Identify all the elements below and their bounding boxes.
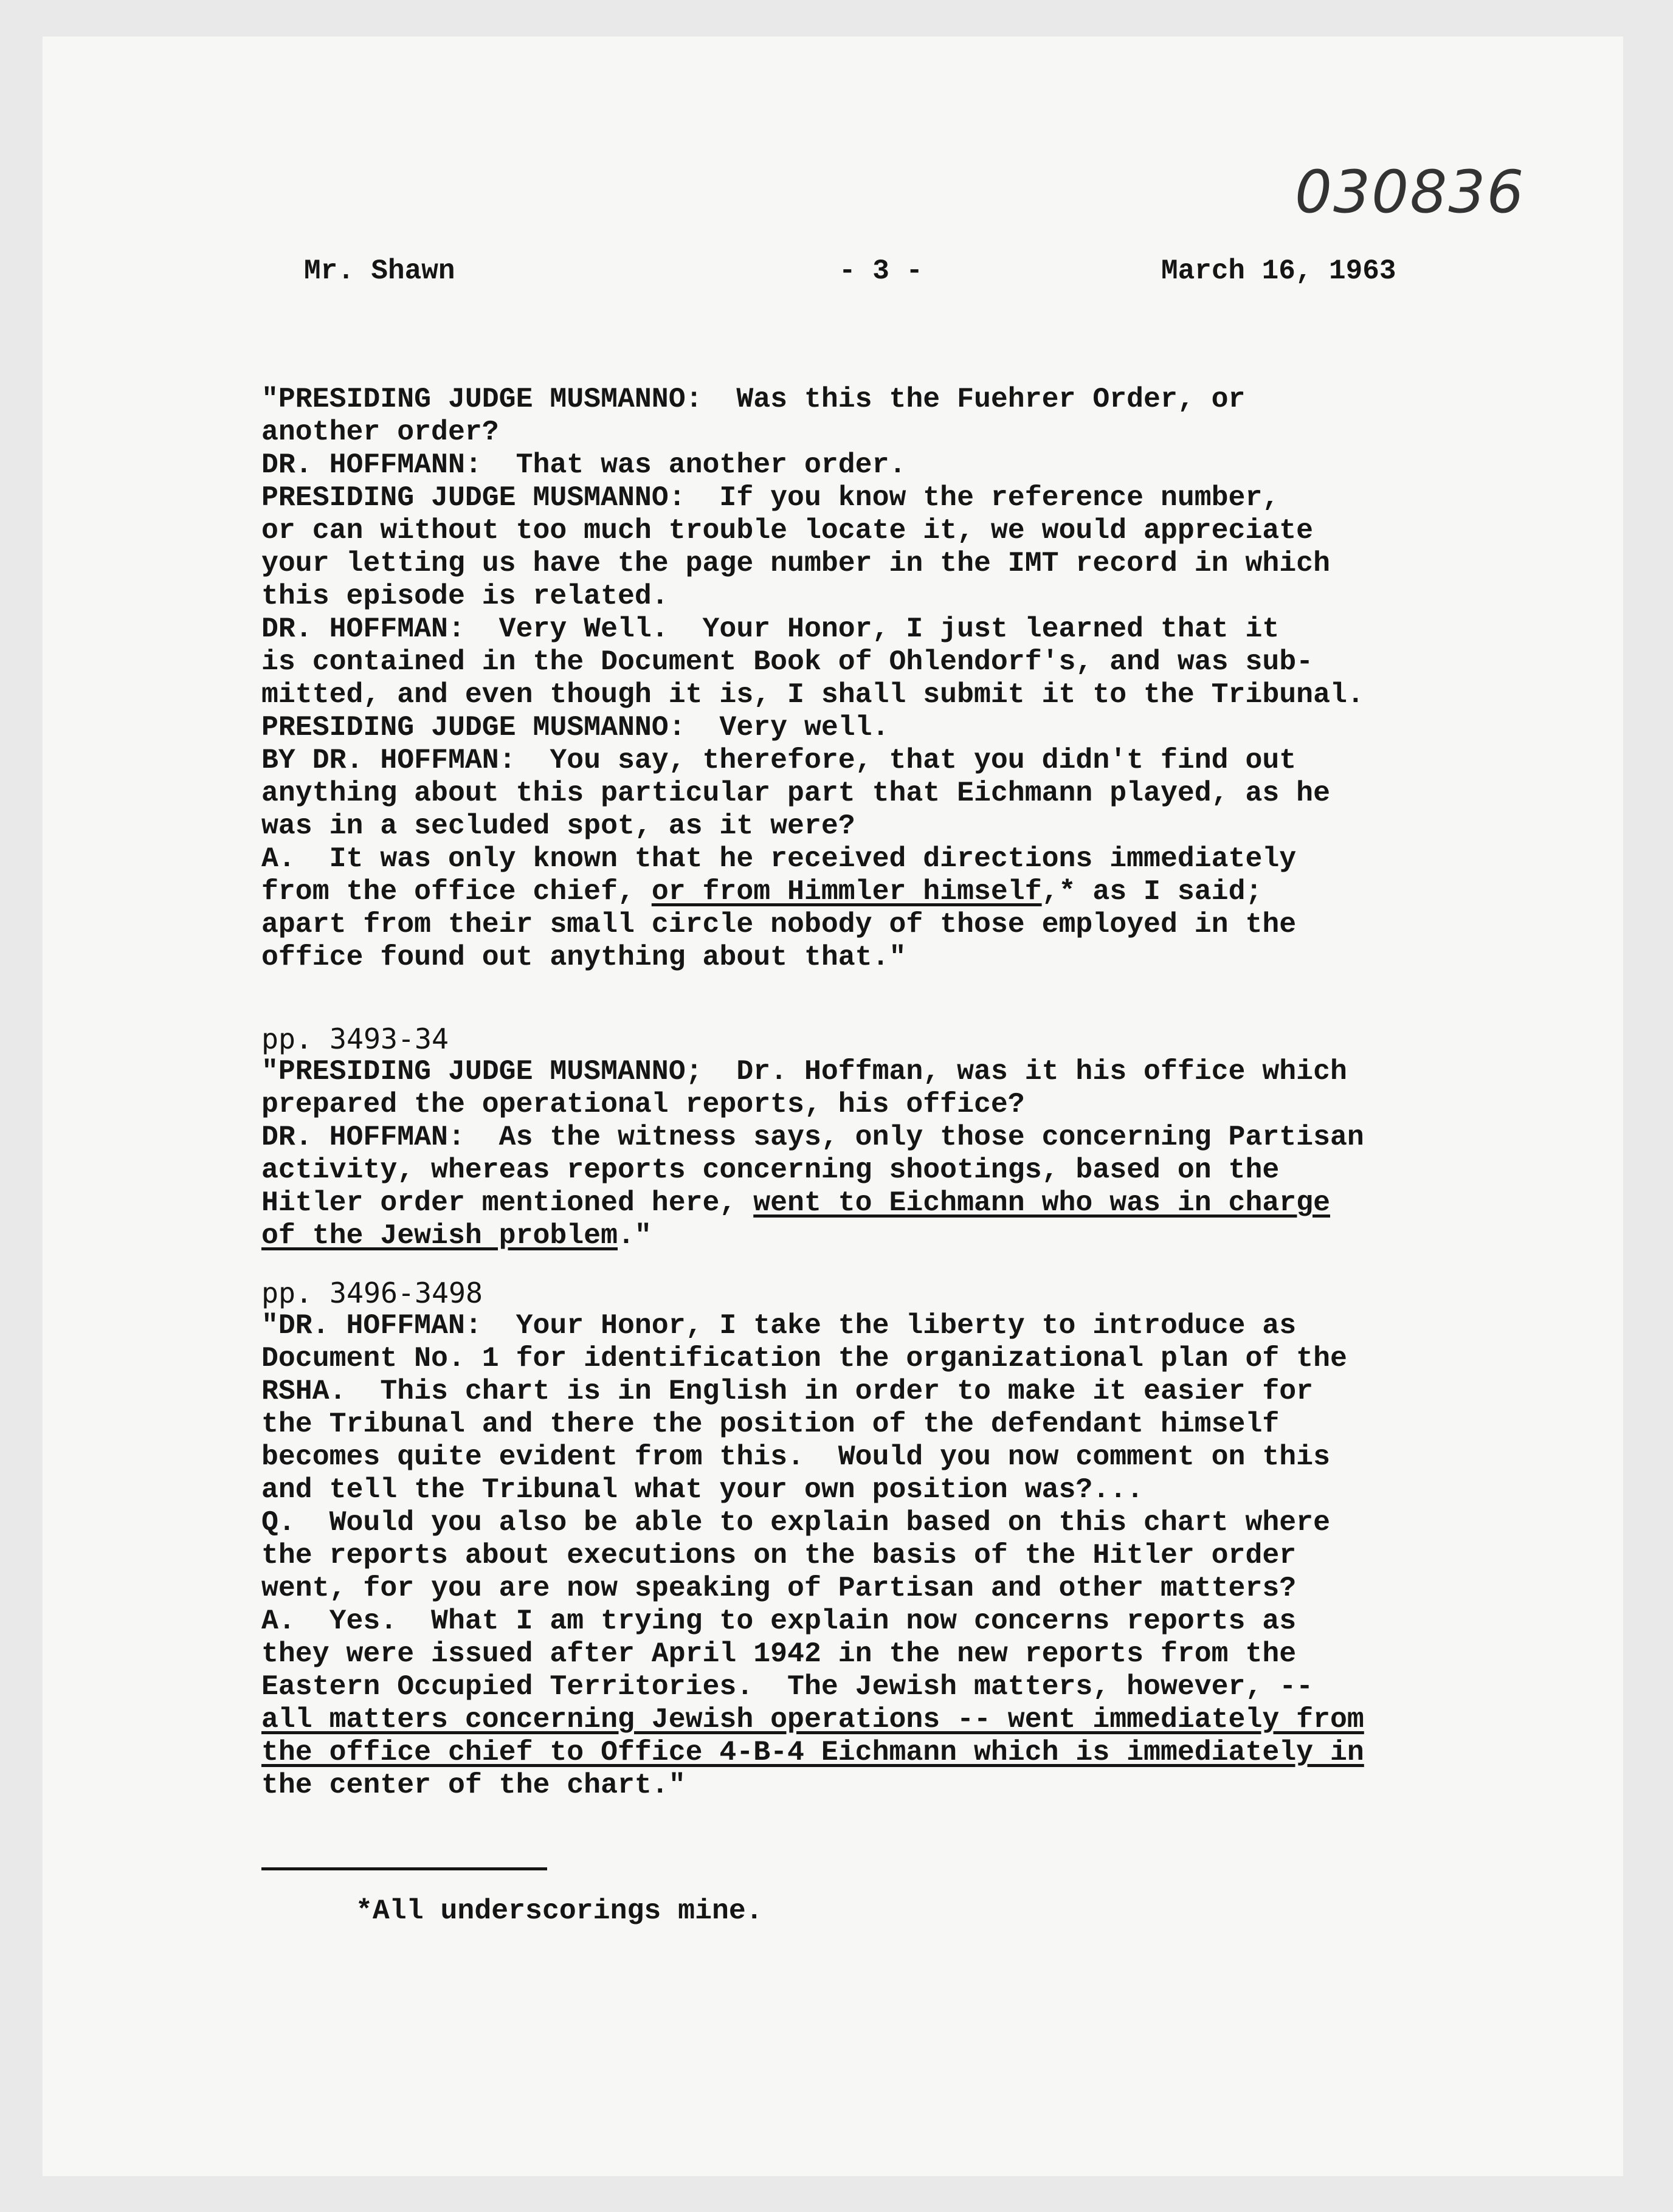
text-line — [261, 1219, 1538, 1252]
text-line: they were issued after April 1942 in the new reports from the — [261, 1638, 1297, 1670]
text-line: BY DR. HOFFMAN: You say, therefore, that you didn't find out — [261, 744, 1297, 776]
text-line: this episode is related. — [261, 580, 669, 612]
text-line: "PRESIDING JUDGE MUSMANNO; Dr. Hoffman, was it his office which — [261, 1055, 1347, 1087]
text-line: is contained in the Document Book of Ohlendorf's, and was sub- — [261, 646, 1314, 678]
letter-date: March 16, 1963 — [1161, 255, 1396, 287]
recipient: Mr. Shawn — [304, 255, 455, 287]
text-line: RSHA. This chart is in English in order to make it easier for — [261, 1375, 1314, 1407]
text-line: mitted, and even though it is, I shall submit it to the Tribunal. — [261, 678, 1364, 711]
quote-block-1 — [261, 383, 1538, 974]
letter-body — [261, 383, 1538, 1928]
text-line: went, for you are now speaking of Partisan and other matters? — [261, 1572, 1297, 1604]
text-line: another order? — [261, 416, 499, 448]
text-line: your letting us have the page number in the IMT record in which — [261, 547, 1330, 579]
text-line: PRESIDING JUDGE MUSMANNO: If you know the reference number, — [261, 481, 1280, 514]
text-line: prepared the operational reports, his office? — [261, 1088, 1025, 1120]
text-line: or can without too much trouble locate it, we would appreciate — [261, 514, 1314, 546]
page-number: - 3 - — [839, 255, 923, 287]
text-line: was in a secluded spot, as it were? — [261, 810, 855, 842]
underlined-text: of the Jewish problem — [261, 1219, 618, 1252]
text-line: DR. HOFFMAN: Very Well. Your Honor, I just learned that it — [261, 613, 1280, 645]
text-line: apart from their small circle nobody of those employed in the — [261, 908, 1297, 940]
text-line: "DR. HOFFMAN: Your Honor, I take the liberty to introduce as — [261, 1309, 1297, 1342]
text-line: DR. HOFFMAN: As the witness says, only those concerning Partisan — [261, 1121, 1364, 1153]
text-line — [261, 875, 1538, 908]
quote-block-3 — [261, 1277, 1538, 1802]
underlined-text: or from Himmler himself — [651, 875, 1042, 908]
underlined-text: went to Eichmann who was in charge — [753, 1187, 1330, 1219]
text-line: A. It was only known that he received directions immediately — [261, 842, 1297, 875]
text-line — [261, 1187, 1538, 1219]
text-segment: Hitler order mentioned here, — [261, 1187, 754, 1219]
manuscript-number: 030836 — [1295, 158, 1525, 226]
page-reference: pp. 3496-3498 — [261, 1277, 483, 1309]
page-reference: pp. 3493-34 — [261, 1022, 449, 1055]
text-line: the center of the chart." — [261, 1769, 686, 1801]
text-segment: from the office chief, — [261, 875, 652, 908]
text-line: A. Yes. What I am trying to explain now concerns reports as — [261, 1605, 1297, 1637]
text-line: becomes quite evident from this. Would you now comment on this — [261, 1441, 1330, 1473]
footnote-rule — [261, 1867, 547, 1870]
underlined-text: the office chief to Office 4-B-4 Eichmann which is immediately in — [261, 1736, 1364, 1768]
text-line: the Tribunal and there the position of the defendant himself — [261, 1408, 1280, 1440]
text-line: Document No. 1 for identification the organizational plan of the — [261, 1342, 1347, 1374]
footnote: *All underscorings mine. — [356, 1895, 763, 1927]
text-line: and tell the Tribunal what your own position was?... — [261, 1473, 1144, 1506]
text-line: PRESIDING JUDGE MUSMANNO: Very well. — [261, 711, 889, 743]
text-line: DR. HOFFMANN: That was another order. — [261, 449, 906, 481]
text-line: activity, whereas reports concerning shootings, based on the — [261, 1154, 1280, 1186]
text-line: the reports about executions on the basis of the Hitler order — [261, 1539, 1297, 1571]
text-line: Q. Would you also be able to explain based on this chart where — [261, 1506, 1330, 1538]
text-line: Eastern Occupied Territories. The Jewish matters, however, -- — [261, 1670, 1314, 1703]
text-segment: ,* as I said; — [1041, 875, 1263, 908]
quote-block-2 — [261, 1022, 1538, 1252]
text-line: anything about this particular part that Eichmann played, as he — [261, 777, 1330, 809]
text-segment: ." — [618, 1219, 652, 1252]
underlined-text: all matters concerning Jewish operations -- went immediately from — [261, 1703, 1364, 1735]
text-line: "PRESIDING JUDGE MUSMANNO: Was this the Fuehrer Order, or — [261, 383, 1246, 415]
text-line: office found out anything about that." — [261, 941, 906, 973]
